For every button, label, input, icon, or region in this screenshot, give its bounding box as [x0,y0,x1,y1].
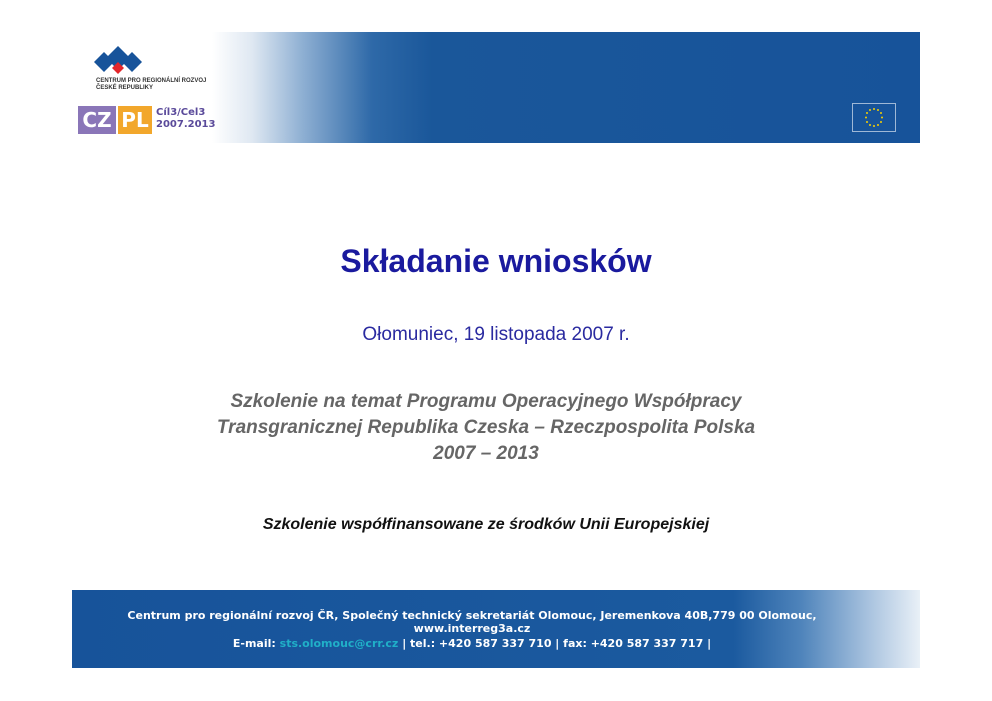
czpl-program-logo [78,106,228,136]
logo-area [78,40,228,140]
pl-logo-box: PL [118,106,152,134]
email-link[interactable]: sts.olomouc@crr.cz [279,637,399,650]
crr-logo-line-2: ČESKÉ REPUBLIKY [96,85,154,91]
program-goal-label: Cíl3/Cel3 [156,107,206,118]
footer-address: Centrum pro regionální rozvoj ČR, Společný technický sekretariát Olomouc, Jeremenkova 40B,779 00 Olomouc, www.interreg3a.cz [127,609,817,635]
footer-contacts [72,637,872,650]
eu-flag-icon [852,103,896,132]
training-line-2: Transgranicznej Republika Czeska – Rzeczpospolita Polska [216,417,756,438]
program-period-text [156,107,215,131]
email-label: E-mail: [232,637,276,650]
cz-logo-box: CZ [78,106,116,134]
crr-logo-text [96,78,206,92]
cofinancing-note: Szkolenie współfinansowane ze środków Unii Europejskiej [262,516,710,533]
page-title: Składanie wniosków [340,243,652,279]
program-years-label: 2007.2013 [156,119,216,130]
phone-fax-text: | tel.: +420 587 337 710 | fax: +420 587 337 717 | [402,637,712,650]
training-description [0,389,972,467]
training-line-3: 2007 – 2013 [433,443,539,464]
training-line-1: Szkolenie na temat Programu Operacyjnego Współpracy [230,391,742,412]
eu-stars-icon [853,104,895,131]
crr-logo-line-1: CENTRUM PRO REGIONÁLNÍ ROZVOJ [96,78,207,84]
event-date-subtitle: Ołomuniec, 19 listopada 2007 r. [362,324,630,345]
